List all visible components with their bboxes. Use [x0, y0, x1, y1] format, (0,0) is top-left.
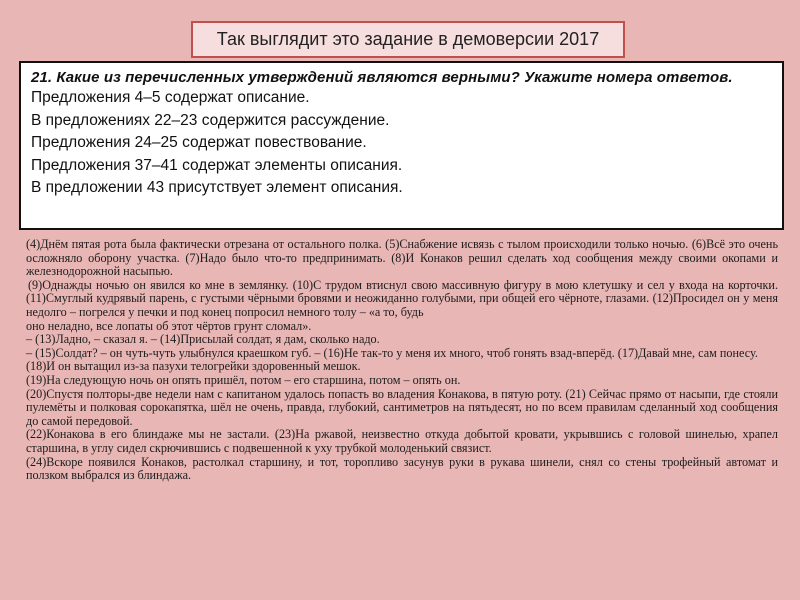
text-paragraph-9: (22)Конакова в его блиндаже мы не застали. (23)На ржавой, неизвестно откуда добытой кровати, укрывшись с головой шинелью, храпел старшина, в углу сидел скрючившись с подвешенной к уху трубкой молоденький связист. — [26, 427, 778, 455]
text-paragraph-7: (19)На следующую ночь он опять пришёл, потом – его старшина, потом – опять он. — [26, 372, 461, 387]
task-option-3: Предложения 24–25 содержат повествование. — [31, 134, 367, 152]
slide-title: Так выглядит это задание в демоверсии 2017 — [216, 29, 600, 49]
text-paragraph-6: (18)И он вытащил из-за пазухи телогрейки здоровенный мешок. — [26, 359, 361, 374]
task-box — [19, 61, 784, 230]
source-text — [26, 238, 778, 483]
task-question: 21. Какие из перечисленных утверждений являются верными? Укажите номера ответов. — [31, 69, 733, 86]
task-option-1: Предложения 4–5 содержат описание. — [31, 89, 310, 106]
task-option-4: Предложения 37–41 содержат элементы описания. — [31, 156, 403, 174]
text-paragraph-8: (20)Спустя полторы-две недели нам с капитаном удалось попасть во владения Конакова, в пятую роту. (21) Сейчас прямо от насыпи, где стояли пулемёты и полковая сорокапятка, шёл не очень, правда, глубокий, сантиметров на пятьдесят, но по всем правилам сделанный ход сообщения до самой передовой. — [26, 386, 778, 428]
text-paragraph-3: оно неладно, все лопаты об этот чёртов грунт сломал». — [26, 318, 312, 333]
text-paragraph-2: (9)Однажды ночью он явился ко мне в землянку. (10)С трудом втиснул свою массивную фигуру в мою клетушку и сел у входа на корточки. (11)Смуглый кудрявый парень, с густыми чёрными бровями и неожиданно голубыми, при общей его чёрноте, глазами. (12)Просидел он у меня недолго – погрелся у печки и под конец попросил немного толу – «а то, будь — [26, 277, 778, 319]
text-paragraph-5: – (15)Солдат? – он чуть-чуть улыбнулся краешком губ. – (16)Не так-то у меня их много, чтоб гонять взад-вперёд. (17)Давай мне, сам понесу. — [26, 345, 758, 360]
text-paragraph-4: – (13)Ладно, – сказал я. – (14)Присылай солдат, я дам, сколько надо. — [26, 332, 380, 347]
task-option-5: В предложении 43 присутствует элемент описания. — [31, 179, 403, 197]
text-paragraph-1: (4)Днём пятая рота была фактически отрезана от остального полка. (5)Снабжение исвязь с тылом происходили только ночью. (6)Всё это очень осложняло оборону участка. (7)Надо было что-то предпринимать. (8)И Конаков решил сделать ход сообщения между своими окопами и железнодорожной насыпью. — [26, 237, 778, 279]
slide-title-box — [191, 21, 625, 58]
text-paragraph-10: (24)Вскоре появился Конаков, растолкал старшину, и тот, торопливо засунув руки в рукава шинели, снял со стены трофейный автомат и ползком выбрался из блиндажа. — [26, 454, 778, 483]
task-option-2: В предложениях 22–23 содержится рассуждение. — [31, 111, 390, 129]
